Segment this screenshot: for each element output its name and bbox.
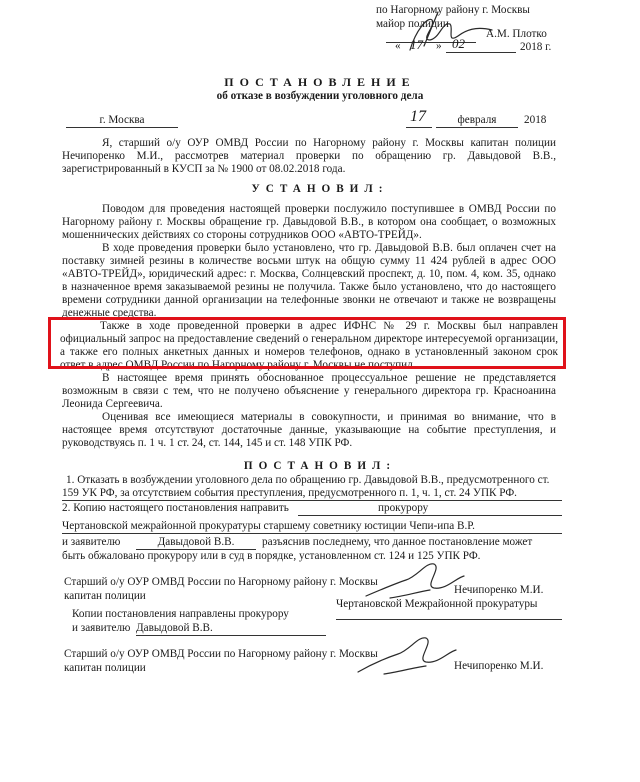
resolved-applicant-label: и заявителю bbox=[62, 536, 121, 548]
resolved-item2: 2. Копию настоящего постановления направить bbox=[62, 502, 289, 514]
approval-date-day: 17 bbox=[410, 37, 423, 52]
sign1-name: Нечипоренко М.И. bbox=[454, 584, 544, 596]
established-paragraph-2: В ходе проведения проверки было установлено, что гр. Давыдовой В.В. был оплачен счет на поставку зимней резины в количестве восьми штук на общую сумму 11 424 рублей в адрес ООО «АВТО-ТРЕЙД», юридический адрес: г. Москва, Солнцевский проспект, д. 10, пом. 4, ком. 35, однако в назначенное время заказываемой резины не получила. Также было установлено, что до настоящего времени сотрудники данной организации на телефонные звонки не отвечают и также не возвращены денежные средства. bbox=[62, 242, 556, 319]
sign1-line2: капитан полиции bbox=[64, 590, 146, 602]
copies-line1-blank bbox=[336, 619, 562, 620]
sign1-under: Чертановской Межрайонной прокуратуры bbox=[336, 598, 538, 610]
established-paragraph-5: Оценивая все имеющиеся материалы в совокупности, и принимая во внимание, что в настоящее время отсутствуют достаточные данные, указывающие на событие преступления, и руководствуясь п. 1 ч. 1 ст. 24, ст. 144, 145 и ст. 148 УПК РФ. bbox=[62, 411, 556, 449]
place-city: г. Москва bbox=[66, 114, 178, 128]
intro-paragraph: Я, старший о/у ОУР ОМВД России по Нагорному району г. Москвы капитан полиции Нечипоренко М.И., рассмотрев материал проверки по обращению гр. Давыдовой В.В., зарегистрированный в КУСП за № 1900 от 08.02.2018 года. bbox=[62, 137, 556, 175]
resolved-item2-line: Чертановской межрайонной прокуратуры старшему советнику юстиции Чепи-ипа В.Р. bbox=[62, 520, 562, 534]
approval-line2: майор полиции bbox=[376, 18, 449, 30]
page-subtitle: об отказе в возбуждении уголовного дела bbox=[216, 90, 424, 102]
approval-date-month: 02 bbox=[452, 36, 465, 51]
approval-name: А.М. Плотко bbox=[486, 28, 547, 40]
sign2-line2: капитан полиции bbox=[64, 662, 146, 674]
highlight-box bbox=[48, 317, 566, 369]
place-day: 17 bbox=[410, 108, 426, 125]
approval-date-year: 2018 г. bbox=[520, 41, 552, 53]
sign2-signature-icon bbox=[350, 628, 460, 680]
resolved-appeal: быть обжаловано прокурору или в суд в порядке, установленном ст. 124 и 125 УПК РФ. bbox=[62, 550, 481, 562]
resolved-explain-tail: разъяснив последнему, что данное постановление может bbox=[262, 536, 533, 548]
approval-date-prefix: « bbox=[395, 40, 401, 52]
copies-line1: Копии постановления направлены прокурору bbox=[72, 608, 289, 620]
approval-signature-icon bbox=[380, 10, 500, 56]
place-year: 2018 bbox=[524, 114, 547, 126]
sign2-name: Нечипоренко М.И. bbox=[454, 660, 544, 672]
resolved-item2-line-a bbox=[298, 515, 562, 516]
page-title: ПОСТАНОВЛЕНИЕ bbox=[224, 75, 416, 89]
sign1-signature-icon bbox=[360, 556, 470, 606]
place-month: февраля bbox=[436, 114, 518, 128]
resolved-item1-a: 1. Отказать в возбуждении уголовного дела по обращению гр. Давыдовой В.В., предусмотренного ст. bbox=[66, 474, 550, 486]
resolved-applicant-name: Давыдовой В.В. bbox=[136, 536, 256, 550]
place-day-line bbox=[406, 127, 432, 128]
sign2-line1: Старший о/у ОУР ОМВД России по Нагорному району г. Москвы bbox=[64, 648, 378, 660]
resolved-item2-to: прокурору bbox=[378, 502, 429, 514]
approval-line1: по Нагорному району г. Москвы bbox=[376, 4, 530, 16]
established-paragraph-1: Поводом для проведения настоящей проверки послужило поступившее в ОМВД России по Нагорному району г. Москвы обращение гр. Давыдовой В.В., в котором она сообщает, о возможных мошеннических действиях со стороны сотрудников ООО «АВТО-ТРЕЙД». bbox=[62, 203, 556, 241]
resolved-item1-line bbox=[62, 500, 562, 501]
copies-applicant-name: Давыдовой В.В. bbox=[136, 622, 326, 636]
resolved-item1-b: 159 УК РФ, за отсутствием события преступления, предусмотренного п. 1, ч. 1, ст. 24 УПК РФ. bbox=[62, 487, 517, 499]
resolved-heading: ПОСТАНОВИЛ: bbox=[243, 460, 397, 472]
copies-applicant-label: и заявителю bbox=[72, 622, 131, 634]
sign1-line1: Старший о/у ОУР ОМВД России по Нагорному району г. Москвы bbox=[64, 576, 378, 588]
established-paragraph-4: В настоящее время принять обоснованное процессуальное решение не представляется возможным в связи с тем, что не получено объяснение у генерального директора гр. Красноанина Леонида Сергеевича. bbox=[62, 372, 556, 410]
established-paragraph-3: Также в ходе проведенной проверки в адрес ИФНС № 29 г. Москвы был направлен официальный запрос на предоставление сведений о генеральном директоре интересуемой организации, а также его полных анкетных данных и номеров телефонов, однако в установленный законом срок ответ в адрес ОМВД России по Нагорному району г. Москвы не поступил. bbox=[60, 320, 558, 371]
established-heading: УСТАНОВИЛ: bbox=[251, 183, 389, 195]
approval-date-mid: » bbox=[436, 40, 442, 52]
